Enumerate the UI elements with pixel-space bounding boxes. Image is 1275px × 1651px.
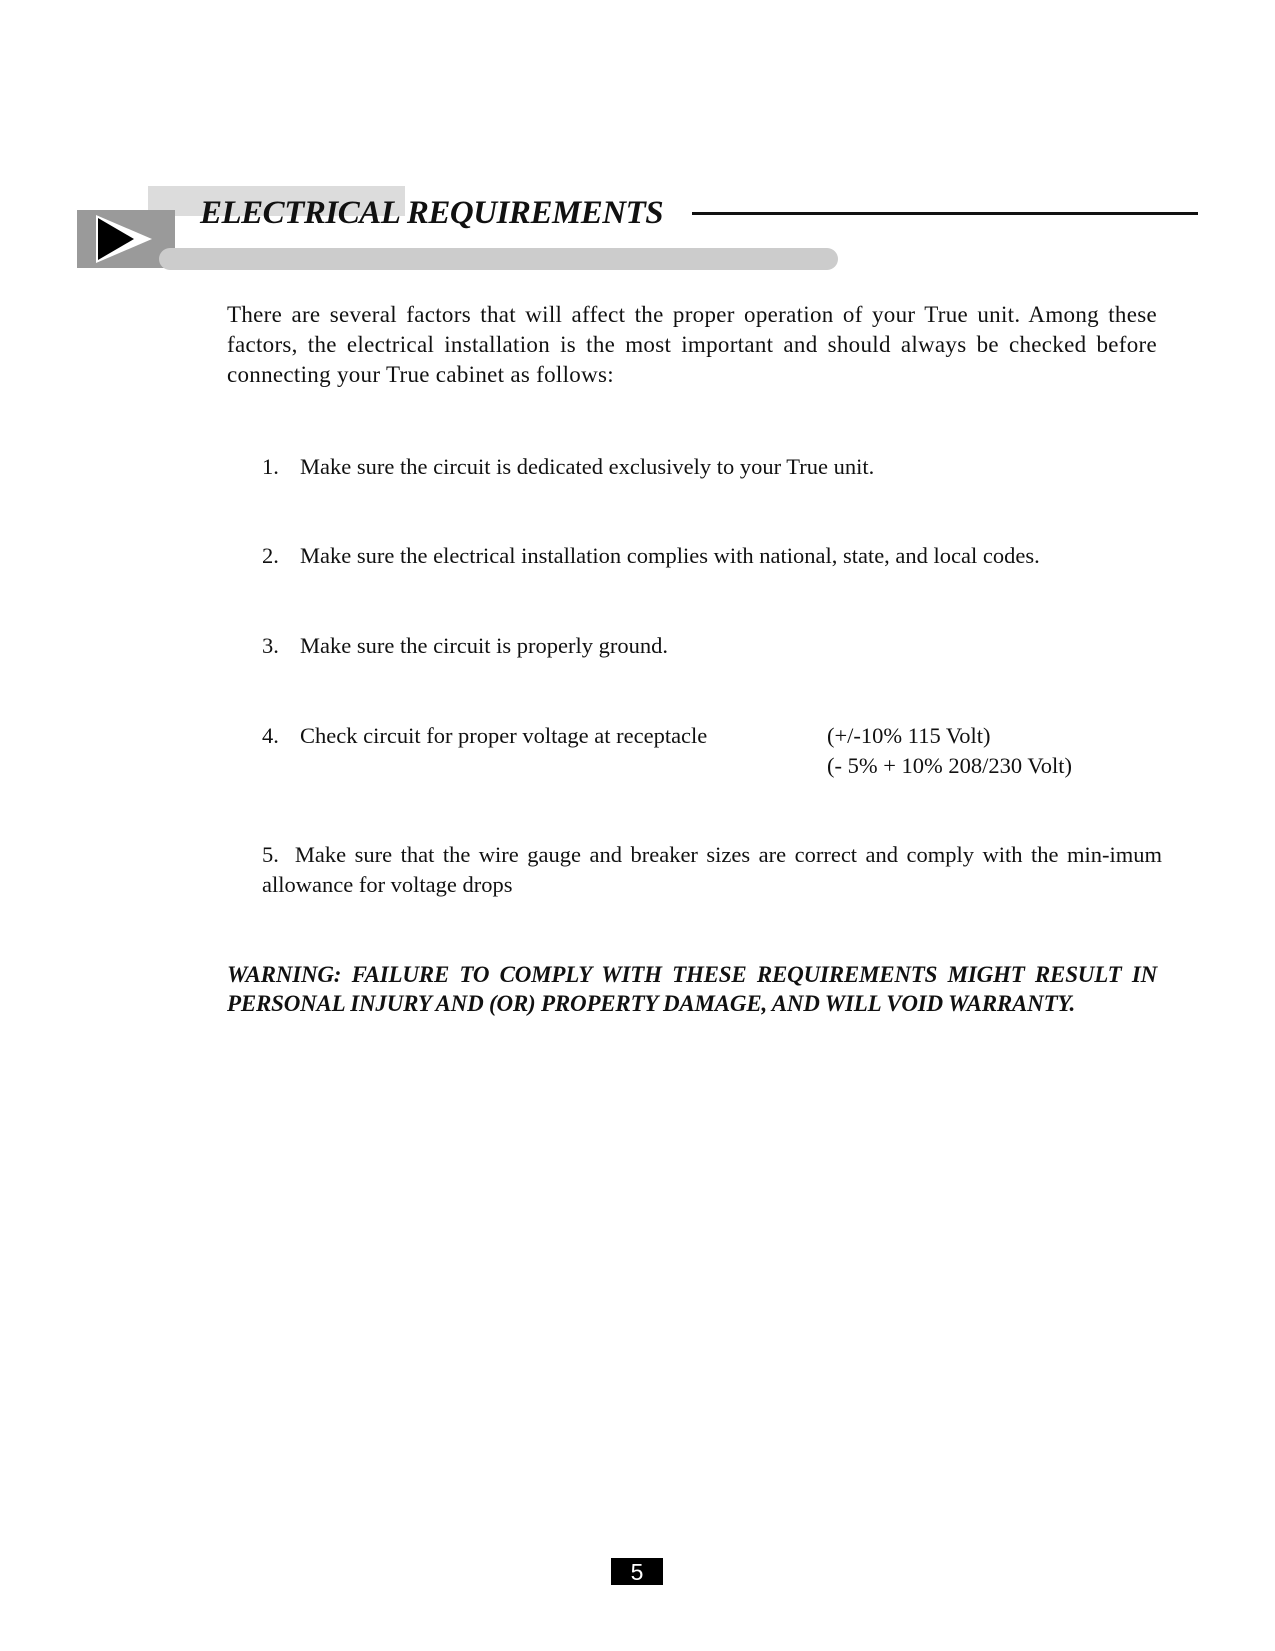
list-item-text: Make sure the circuit is properly ground.	[300, 633, 669, 658]
page-number: 5	[611, 1558, 663, 1585]
list-item-number: 5.	[262, 842, 279, 867]
list-item-number: 2.	[262, 543, 279, 568]
list-item-text: Make sure the circuit is dedicated exclusively to your True unit.	[300, 454, 875, 479]
voltage-spec-208-230: (- 5% + 10% 208/230 Volt)	[827, 753, 1072, 778]
warning-notice: WARNING: FAILURE TO COMPLY WITH THESE REQUIREMENTS MIGHT RESULT IN PERSONAL INJURY AND (OR) PROPERTY DAMAGE, AND WILL VOID WARRANTY.	[227, 962, 1157, 1016]
list-item-5	[262, 840, 1162, 900]
list-item-number: 4.	[262, 723, 279, 748]
list-item-text: Check circuit for proper voltage at receptacle	[300, 723, 708, 748]
list-item-text: Make sure the electrical installation complies with national, state, and local codes.	[300, 543, 1040, 568]
list-item-text: Make sure that the wire gauge and breaker sizes are correct and comply with the min-imum allowance for voltage drops	[262, 842, 1162, 897]
header-rule	[692, 212, 1198, 215]
list-item-number: 1.	[262, 454, 279, 479]
list-item-number: 3.	[262, 633, 279, 658]
play-triangle-icon	[94, 214, 154, 264]
intro-paragraph: There are several factors that will affect the proper operation of your True unit. Among these factors, the electrical installation is the most important and should always be checked before connecting your True cabinet as follows:	[227, 302, 1157, 387]
voltage-spec-115: (+/-10% 115 Volt)	[827, 723, 991, 748]
section-title: ELECTRICAL REQUIREMENTS	[200, 195, 664, 231]
header-rounded-bar	[159, 248, 838, 270]
